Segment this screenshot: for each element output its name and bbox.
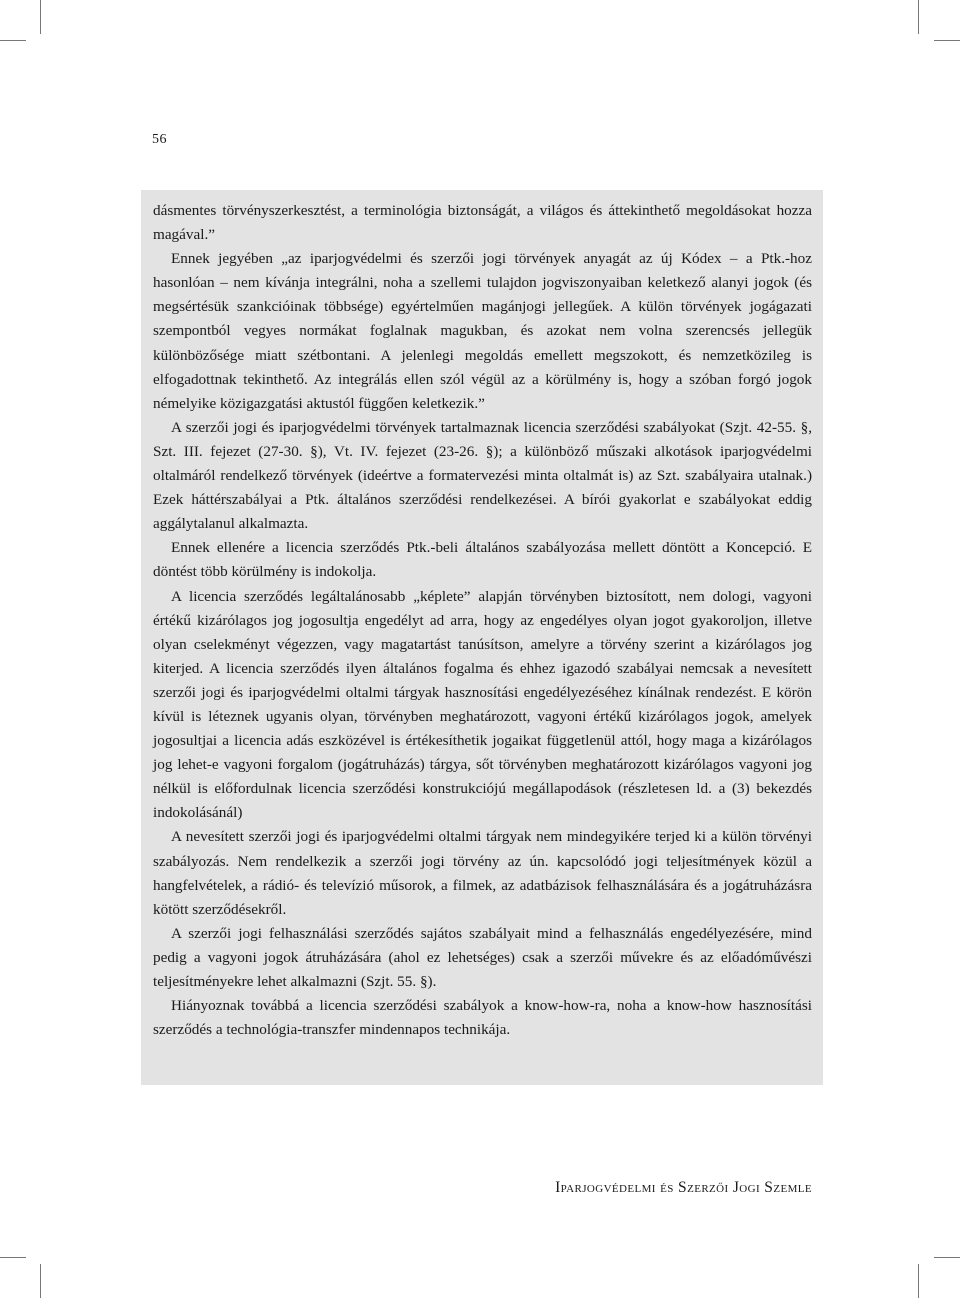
paragraph: Ennek ellenére a licencia szerződés Ptk.-beli általános szabályozása mellett döntött a Koncepció. E döntést több körülmény is indokolja.: [153, 539, 812, 581]
page-number: 56: [152, 132, 167, 147]
crop-mark-bottom-left-horizontal: [0, 1257, 26, 1258]
crop-mark-top-right-horizontal: [934, 40, 960, 41]
paragraph: A szerzői jogi felhasználási szerződés sajátos szabályait mind a felhasználás engedélyezésére, mind pedig a vagyoni jogok átruházására (ahol ez lehetséges) csak a szerzői művekre és az előadóművészi teljesítményekre lehet alkalmazni (Szjt. 55. §).: [153, 924, 812, 990]
paragraph: Hiányoznak továbbá a licencia szerződési szabályok a know-how-ra, noha a know-how hasznosítási szerződés a technológia-transzfer mindennapos technikája.: [153, 997, 812, 1039]
paragraph: A nevesített szerzői jogi és iparjogvédelmi oltalmi tárgyak nem mindegyikére terjed ki a külön törvényi szabályozás. Nem rendelkezik a szerzői jogi törvény az ún. kapcsolódó jogi teljesítmények közül a hangfelvételek, a rádió- és televízió műsorok, a filmek, az adatbázisok felhasználására és a jogátruházásra kötött szerződésekről.: [153, 828, 812, 918]
paragraph-continuation: dásmentes törvényszerkesztést, a terminológia biztonságát, a világos és áttekinthető megoldásokat hozza magával.”: [153, 202, 812, 244]
paragraph: Ennek jegyében „az iparjogvédelmi és szerzői jogi törvények anyagát az új Kódex – a Ptk.-hoz hasonlóan – nem kívánja integrálni, noha a szellemi tulajdon jogviszonyaiban keletkező alanyi jogok (és megsértésük szankcióinak többsége) egyértelműen magánjogi jellegűek. A külön törvények jogágazati szempontból vegyes normákat foglalnak magukban, és azokat nem volna szerencsés jellegük különbözősége miatt szétbontani. A jelenlegi megoldás emellett megszokott, és nemzetközileg is elfogadottnak tekinthető. Az integrálás ellen szól végül az a körülmény is, hogy a szóban forgó jogok némelyike közigazgatási aktustól függően keletkezik.”: [153, 250, 812, 412]
crop-mark-bottom-right-horizontal: [934, 1257, 960, 1258]
shaded-text-block: [141, 190, 823, 1085]
crop-mark-top-right-vertical: [918, 0, 919, 34]
paragraph: A licencia szerződés legáltalánosabb „képlete” alapján törvényben biztosított, nem dologi, vagyoni értékű kizárólagos jog jogosultja engedélyt ad arra, hogy az engedélyes olyan jogot gyakoroljon, illetve olyan cselekményt végezzen, vagy magatartást tanúsítson, amelyre a törvény szerint a kizárólagos jog kiterjed. A licencia szerződés ilyen általános fogalma és ehhez igazodó szabályai nemcsak a nevesített szerzői jogi és iparjogvédelmi oltalmi tárgyak hasznosítási engedélyezéséhez kínálnak rendezést. E körön kívül is léteznek ugyanis olyan, törvényben meghatározott, vagyoni értékű kizárólagos jogok, amelyek jogosultjai a licencia adás eszközével is értékesíthetik jogaikat függetlenül attól, hogy maga a kizárólagos jog lehet-e vagyoni forgalom (jogátruházás) tárgya, sőt törvényben meghatározott kizárólagos vagyoni jog nélkül is előfordulnak licencia szerződési konstrukciójú megállapodások (részletesen ld. a (3) bekezdés indokolásánál): [153, 587, 812, 822]
paragraph: A szerzői jogi és iparjogvédelmi törvények tartalmaznak licencia szerződési szabályokat (Szjt. 42-55. §, Szt. III. fejezet (27-30. §), Vt. IV. fejezet (23-26. §); a különböző műszaki alkotások iparjogvédelmi oltalmáról rendelkező törvények (ideértve a formatervezési minta oltalmát is) az Szt. szabályaira utalnak.) Ezek háttérszabályai a Ptk. általános szerződési rendelkezései. A bírói gyakorlat e szabályokat eddig aggálytalanul alkalmazta.: [153, 418, 812, 533]
crop-mark-top-left-horizontal: [0, 40, 26, 41]
crop-mark-bottom-left-vertical: [40, 1264, 41, 1298]
crop-mark-bottom-right-vertical: [918, 1264, 919, 1298]
journal-title-footer: Iparjogvédelmi és Szerzői Jogi Szemle: [555, 1179, 812, 1196]
crop-mark-top-left-vertical: [40, 0, 41, 34]
